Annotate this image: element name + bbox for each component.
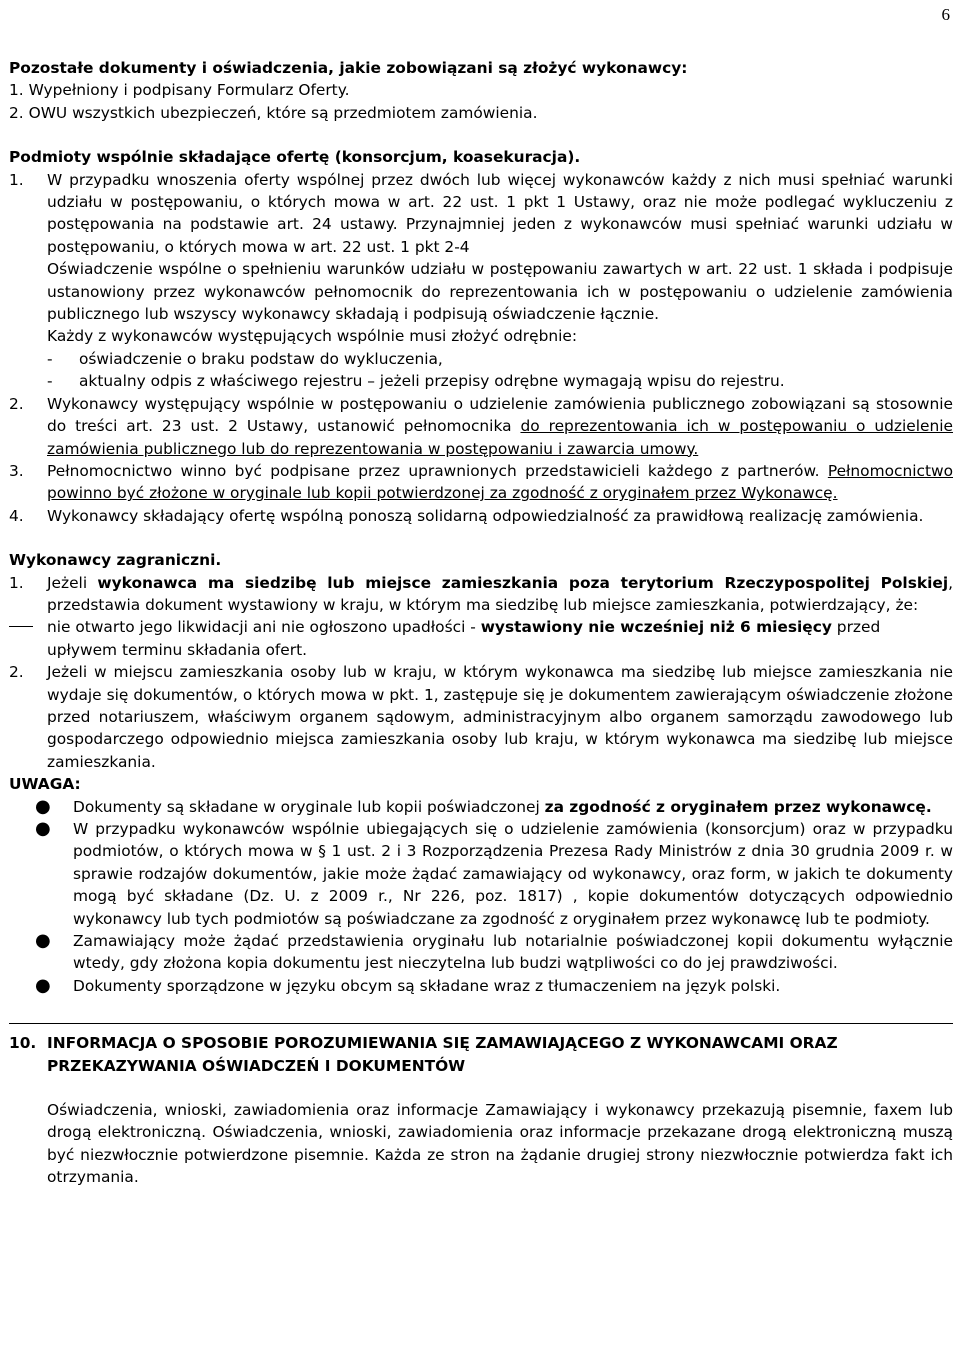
bold-text: za zgodność z oryginałem przez wykonawcę. bbox=[544, 797, 932, 816]
list-text: Jeżeli w miejscu zamieszkania osoby lub w kraju, w którym wykonawca ma siedzibę lub miejsce zamieszkania nie wydaje się dokumentów, o których mowa w pkt. 1, zastępuje się je dokumentem zawierającym oświadczenie złożone przed notariuszem, właściwym organem sądowym, administracyjnym albo organem samorządu zawodowego lub gospodarczego odpowiednio miejsca zamieszkania osoby lub kraju, w którym wykonawca ma siedzibę lub miejsce zamieszkania. bbox=[47, 663, 953, 771]
list-text: Pełnomocnictwo winno być podpisane przez uprawnionych przedstawicieli każdego z partnerów. bbox=[47, 461, 828, 480]
dash-item bbox=[9, 616, 953, 661]
paragraph: Każdy z wykonawców występujących wspólnie musi złożyć odrębnie: bbox=[47, 327, 578, 346]
dash-text: nie otwarto jego likwidacji ani nie ogłoszono upadłości - bbox=[47, 618, 481, 637]
list-text: Wykonawcy występujący wspólnie w postępowaniu o udzielenie zamówienia publicznego zobowiązani są stosownie do treści art. 23 ust. 2 Ustawy, ustanowić pełnomocnika bbox=[47, 394, 953, 436]
bullet-item bbox=[35, 975, 953, 997]
section-heading-consortium: Podmioty wspólnie składające ofertę (konsorcjum, koasekuracja). bbox=[9, 148, 581, 167]
bold-text: wykonawca ma siedzibę lub miejsce zamieszkania poza terytorium Rzeczypospolitej Polskiej bbox=[97, 573, 949, 592]
paragraph: Oświadczenia, wnioski, zawiadomienia oraz informacje Zamawiający i wykonawcy przekazują pisemnie, faxem lub drogą elektroniczną. Oświadczenia, wnioski, zawiadomienia oraz informacje przekazane drogą elektroniczną muszą być niezwłocznie potwierdzone pisemnie. Każda ze stron na żądanie drugiej strony niezwłocznie potwierdza fakt ich otrzymania. bbox=[47, 1101, 953, 1187]
list-text: W przypadku wnoszenia oferty wspólnej przez dwóch lub więcej wykonawców każdy z nich musi spełniać warunki udziału w postępowaniu, o których mowa w art. 22 ust. 1 pkt 1 Ustawy, oraz nie może podlegać wykluczeniu z postępowania na podstawie art. 24 ustawy. Przynajmniej jeden z wykonawców musi spełniać warunki udziału w postępowaniu, o których mowa w art. 22 ust. 1 pkt 2-4 bbox=[47, 170, 953, 256]
bold-text: wystawiony nie wcześniej niż 6 miesięcy bbox=[480, 618, 832, 637]
bullet-text: Zamawiający może żądać przedstawienia oryginału lub notarialnie poświadczonej kopii dokumentu wyłącznie wtedy, gdy złożona kopia dokumentu jest nieczytelna lub budzi wątpliwości co do jej prawdziwości. bbox=[73, 932, 953, 973]
list-number: 2. bbox=[9, 394, 24, 413]
section-heading-notice: UWAGA: bbox=[9, 775, 81, 794]
dash-text: oświadczenie o braku podstaw do wykluczenia, bbox=[79, 349, 443, 368]
dash-item: - oświadczenie o braku podstaw do wykluczenia, bbox=[9, 348, 953, 370]
list-text: Jeżeli bbox=[47, 573, 98, 592]
list-number: 1. bbox=[9, 170, 24, 189]
section-heading-communication bbox=[9, 1032, 953, 1077]
bullet-item bbox=[35, 796, 953, 818]
list-item bbox=[9, 661, 953, 773]
bullet-text: Dokumenty sporządzone w języku obcym są składane wraz z tłumaczeniem na język polski. bbox=[73, 976, 781, 995]
list-item bbox=[9, 505, 953, 527]
list-item: 2. OWU wszystkich ubezpieczeń, które są przedmiotem zamówienia. bbox=[9, 103, 538, 122]
bullet-item bbox=[35, 818, 953, 930]
list-item bbox=[9, 169, 953, 259]
section-heading-foreign: Wykonawcy zagraniczni. bbox=[9, 551, 222, 570]
list-item bbox=[9, 393, 953, 460]
section-title: INFORMACJA O SPOSOBIE POROZUMIEWANIA SIĘ ZAMAWIAJĄCEGO Z WYKONAWCAMI ORAZ PRZEKAZYWANIA OŚWIADCZEŃ I DOKUMENTÓW bbox=[47, 1034, 838, 1075]
list-number: 2. bbox=[9, 663, 24, 682]
section-10 bbox=[9, 1023, 953, 1188]
list-number: 4. bbox=[9, 506, 24, 525]
bullet-icon: ● bbox=[35, 930, 51, 952]
dash-text: aktualny odpis z właściwego rejestru – jeżeli przepisy odrębne wymagają wpisu do rejestru. bbox=[79, 372, 785, 391]
list-number: 1. bbox=[9, 573, 24, 592]
list-number: 3. bbox=[9, 461, 24, 480]
bullet-icon: ● bbox=[35, 795, 51, 817]
paragraph: Oświadczenie wspólne o spełnieniu warunków udziału w postępowaniu zawartych w art. 22 ust. 1 składa i podpisuje ustanowiony przez wykonawców pełnomocnik do reprezentowania ich w postępowaniu o udzielenie zamówienia publicznego lub wszyscy wykonawcy składają i podpisują oświadczenie łącznie. bbox=[47, 260, 953, 324]
page-number: 6 bbox=[941, 5, 950, 24]
bullet-text: W przypadku wykonawców wspólnie ubiegających się o udzielenie zamówienia (konsorcjum) oraz w przypadku podmiotów, o których mowa w § 1 ust. 2 i 3 Rozporządzenia Prezesa Rady Ministrów z dnia 30 grudnia 2009 r. w sprawie rodzajów dokumentów, jakie może żądać zamawiający od wykonawcy, oraz form, w jakich te dokumenty mogą być składane (Dz. U. z 2009 r., Nr 226, poz. 1817) , kopie dokumentów dotyczących odpowiednio wykonawcy lub tych podmiotów są poświadczane za zgodność z oryginałem przez wykonawcę lub te podmioty. bbox=[73, 820, 953, 928]
dash-text: przed upływem terminu składania ofert. bbox=[47, 618, 881, 659]
underlined-text: do reprezentowania ich w postępowaniu o udzielenie zamówienia publicznego lub do reprezentowania w postępowaniu i zawarcia umowy. bbox=[47, 417, 953, 458]
bullet-text: Dokumenty są składane w oryginale lub kopii poświadczonej bbox=[73, 797, 545, 816]
section-heading-documents: Pozostałe dokumenty i oświadczenia, jakie zobowiązani są złożyć wykonawcy: bbox=[9, 59, 688, 77]
list-item bbox=[9, 460, 953, 505]
list-text: Wykonawcy składający ofertę wspólną ponoszą solidarną odpowiedzialność za prawidłową realizację zamówienia. bbox=[47, 506, 924, 525]
list-item bbox=[9, 572, 953, 617]
bullet-item bbox=[35, 930, 953, 975]
underlined-text: Pełnomocnictwo powinno być złożone w oryginale lub kopii potwierdzonej za zgodność z oryginałem przez Wykonawcę. bbox=[47, 461, 953, 503]
bullet-icon: ● bbox=[35, 818, 51, 839]
dash-item: - aktualny odpis z właściwego rejestru – jeżeli przepisy odrębne wymagają wpisu do rejestru. bbox=[9, 370, 953, 392]
list-text: , przedstawia dokument wystawiony w kraju, w którym ma siedzibę lub miejsce zamieszkania, potwierdzający, że: bbox=[47, 573, 953, 614]
bullet-icon: ● bbox=[35, 974, 51, 996]
document-body bbox=[9, 57, 953, 1189]
section-number: 10. bbox=[9, 1034, 37, 1053]
list-item: 1. Wypełniony i podpisany Formularz Oferty. bbox=[9, 81, 350, 100]
